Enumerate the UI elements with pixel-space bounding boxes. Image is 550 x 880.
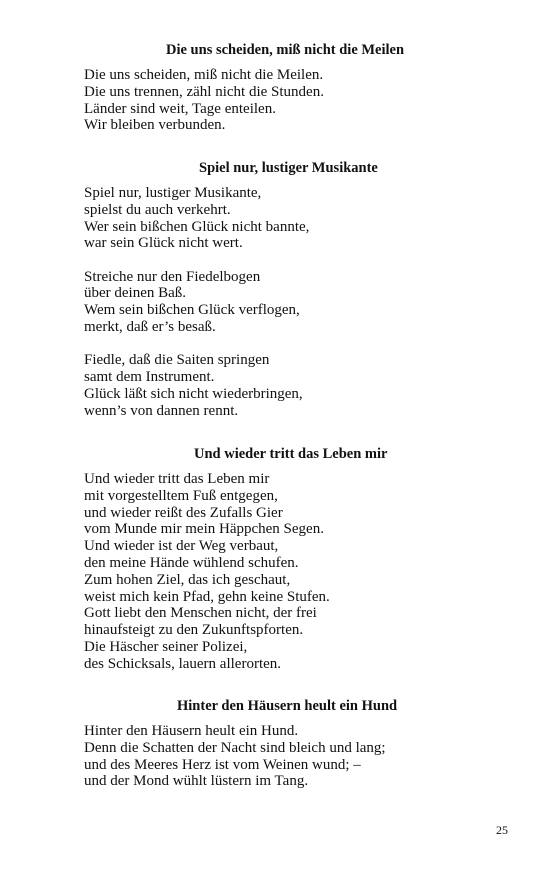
poem-line: wenn’s von dannen rennt.	[84, 402, 239, 419]
poem-title: Die uns scheiden, miß nicht die Meilen	[166, 42, 405, 58]
poem-spiel-nur	[84, 159, 504, 436]
poem-line: Streiche nur den Fiedelbogen	[84, 268, 261, 285]
poem-line: vom Munde mir mein Häppchen Segen.	[84, 521, 324, 538]
poem-line: Fiedle, daß die Saiten springen	[84, 352, 270, 369]
poem-line: Die uns scheiden, miß nicht die Meilen.	[84, 67, 324, 83]
poem-line: Wer sein bißchen Glück nicht bannte,	[84, 218, 310, 235]
stanza	[84, 723, 504, 790]
poem-line: des Schicksals, lauern allerorten.	[84, 655, 282, 672]
poem-line: Wir bleiben verbunden.	[84, 117, 226, 134]
poem-line: Spiel nur, lustiger Musikante,	[84, 185, 262, 201]
stanza	[84, 269, 504, 336]
poem-line: Und wieder tritt das Leben mir	[84, 471, 270, 487]
stanza	[84, 352, 504, 419]
poem-line: weist mich kein Pfad, gehn keine Stufen.	[84, 588, 330, 605]
poem-line: Zum hohen Ziel, das ich geschaut,	[84, 571, 291, 588]
poem-title: Spiel nur, lustiger Musikante	[199, 160, 378, 176]
poem-line: Glück läßt sich nicht wiederbringen,	[84, 385, 303, 402]
poem-line: und der Mond wühlt lüstern im Tang.	[84, 773, 309, 790]
poem-line: über deinen Baß.	[84, 285, 187, 302]
poem-hinter-den-haeusern	[84, 697, 504, 807]
poem-line: war sein Glück nicht wert.	[84, 235, 243, 252]
poem-line: Denn die Schatten der Nacht sind bleich und lang;	[84, 739, 386, 756]
poem-und-wieder-tritt	[84, 445, 504, 689]
poem-line: samt dem Instrument.	[84, 369, 215, 386]
poem-line: und des Meeres Herz ist vom Weinen wund; –	[84, 756, 361, 773]
poem-line: merkt, daß er’s besaß.	[84, 319, 216, 336]
stanza	[84, 185, 504, 252]
poem-line: und wieder reißt des Zufalls Gier	[84, 504, 283, 521]
stanza	[84, 471, 504, 673]
poem-line: Und wieder ist der Weg verbaut,	[84, 538, 279, 555]
stanza	[84, 67, 504, 134]
poem-line: spielst du auch verkehrt.	[84, 201, 231, 218]
poem-line: Gott liebt den Menschen nicht, der frei	[84, 605, 317, 622]
poem-line: mit vorgestelltem Fuß entgegen,	[84, 487, 278, 504]
page-number: 25	[496, 823, 508, 837]
poem-line: Die Häscher seiner Polizei,	[84, 638, 248, 655]
poem-line: hinaufsteigt zu den Zukunftspforten.	[84, 622, 304, 639]
poem-line: Wem sein bißchen Glück verflogen,	[84, 302, 300, 319]
poem-line: Länder sind weit, Tage enteilen.	[84, 100, 276, 117]
poem-line: Hinter den Häusern heult ein Hund.	[84, 723, 299, 739]
poem-die-uns-scheiden	[84, 41, 504, 151]
poem-title: Und wieder tritt das Leben mir	[194, 446, 388, 462]
poem-title: Hinter den Häusern heult ein Hund	[177, 698, 398, 714]
poem-line: Die uns trennen, zähl nicht die Stunden.	[84, 83, 324, 100]
poem-line: den meine Hände wühlend schufen.	[84, 554, 299, 571]
